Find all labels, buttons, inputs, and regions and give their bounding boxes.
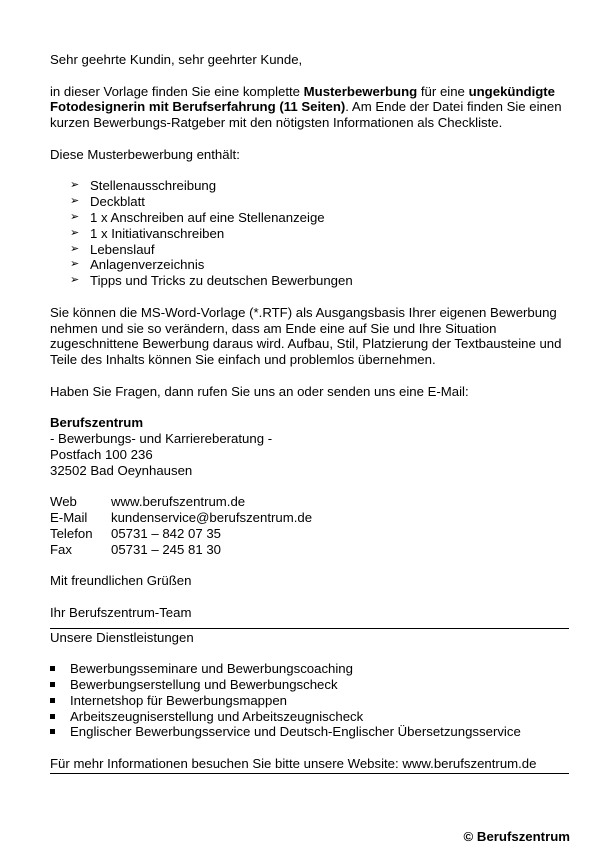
list-item <box>50 693 570 709</box>
arrow-bullet-icon: ➢ <box>70 195 80 208</box>
contact-row-fax <box>50 542 312 558</box>
usage-paragraph: Sie können die MS-Word-Vorlage (*.RTF) als Ausgangsbasis Ihrer eigenen Bewerbung nehmen und sie so verändern, dass am Ende eine auf Sie und Ihre Situation zugeschnittene Bewerbung daraus wird. Aufbau, Stil, Platzierung der Textbausteine und Teile des Inhalts können Sie einfach und problemlos übernehmen. <box>50 304 562 368</box>
services-list <box>50 661 570 740</box>
list-item-text: Bewerbungserstellung und Bewerbungscheck <box>70 677 338 693</box>
arrow-bullet-icon: ➢ <box>70 226 80 239</box>
list-item-text: Anlagenverzeichnis <box>90 257 205 273</box>
greeting: Sehr geehrte Kundin, sehr geehrter Kunde, <box>50 52 303 67</box>
arrow-bullet-icon: ➢ <box>70 258 80 271</box>
list-item-text: Internetshop für Bewerbungsmappen <box>70 692 288 708</box>
square-bullet-icon <box>50 729 55 734</box>
contact-label: Web <box>50 494 77 510</box>
contact-label: E-Mail <box>50 510 88 526</box>
copyright: © Berufszentrum <box>463 829 570 844</box>
contents-list <box>50 178 570 289</box>
list-item-text: Stellenausschreibung <box>90 178 217 194</box>
list-item <box>70 194 570 210</box>
arrow-bullet-icon: ➢ <box>70 179 80 192</box>
signature: Ihr Berufszentrum-Team <box>50 604 192 620</box>
list-item <box>70 257 570 273</box>
more-info: Für mehr Informationen besuchen Sie bitte unsere Website: www.berufszentrum.de <box>50 756 537 772</box>
intro-paragraph <box>50 84 570 131</box>
company-city: 32502 Bad Oeynhausen <box>50 462 193 478</box>
contact-label: Telefon <box>50 525 93 541</box>
list-item <box>50 661 570 677</box>
contact-row-web <box>50 494 312 510</box>
arrow-bullet-icon: ➢ <box>70 274 80 287</box>
fax-value: 05731 – 245 81 30 <box>111 541 222 557</box>
arrow-bullet-icon: ➢ <box>70 242 80 255</box>
email-link[interactable]: kundenservice@berufszentrum.de <box>111 510 313 526</box>
closing: Mit freundlichen Grüßen <box>50 573 192 589</box>
contact-table <box>50 494 312 557</box>
list-item-text: Bewerbungsseminare und Bewerbungscoaching <box>70 661 353 677</box>
list-item-text: 1 x Initiativanschreiben <box>90 225 225 241</box>
phone-value: 05731 – 842 07 35 <box>111 525 222 541</box>
intro-text-2: für eine <box>417 83 469 99</box>
list-item <box>70 210 570 226</box>
list-item-text: 1 x Anschreiben auf eine Stellenanzeige <box>90 209 325 225</box>
list-item <box>50 724 570 740</box>
list-item <box>50 709 570 725</box>
list-item-text: Deckblatt <box>90 194 145 210</box>
square-bullet-icon <box>50 682 55 687</box>
letter-page <box>50 52 570 774</box>
square-bullet-icon <box>50 666 55 671</box>
web-link[interactable]: www.berufszentrum.de <box>111 494 246 510</box>
intro-bold-sample: Musterbewerbung <box>303 83 418 99</box>
arrow-bullet-icon: ➢ <box>70 210 80 223</box>
contact-row-email <box>50 510 312 526</box>
company-postbox: Postfach 100 236 <box>50 446 153 462</box>
contact-row-phone <box>50 526 312 542</box>
intro-text-3: . Am Ende der Datei finden Sie einen kurzen Bewerbungs-Ratgeber mit den nötigsten Informationen als Checkliste. <box>50 99 562 131</box>
intro-text-1: in dieser Vorlage finden Sie eine komplette <box>50 83 304 99</box>
company-name: Berufszentrum <box>50 415 144 431</box>
list-item <box>70 178 570 194</box>
company-tagline: - Bewerbungs- und Karriereberatung - <box>50 431 273 447</box>
square-bullet-icon <box>50 698 55 703</box>
list-item-text: Englischer Bewerbungsservice und Deutsch-Englischer Übersetzungsservice <box>70 724 521 740</box>
list-item <box>70 242 570 258</box>
list-item-text: Lebenslauf <box>90 241 155 257</box>
list-item-text: Tipps und Tricks zu deutschen Bewerbungen <box>90 273 353 289</box>
divider <box>50 773 569 774</box>
questions-paragraph: Haben Sie Fragen, dann rufen Sie uns an oder senden uns eine E-Mail: <box>50 383 469 399</box>
list-item <box>70 273 570 289</box>
services-heading: Unsere Dienstleistungen <box>50 629 194 645</box>
list-item <box>70 226 570 242</box>
list-item <box>50 677 570 693</box>
contact-label: Fax <box>50 541 72 557</box>
contents-heading: Diese Musterbewerbung enthält: <box>50 146 240 162</box>
square-bullet-icon <box>50 714 55 719</box>
list-item-text: Arbeitszeugniserstellung und Arbeitszeugnischeck <box>70 708 364 724</box>
intro-bold-position: ungekündigte Fotodesignerin mit Berufserfahrung (11 Seiten) <box>50 83 556 115</box>
